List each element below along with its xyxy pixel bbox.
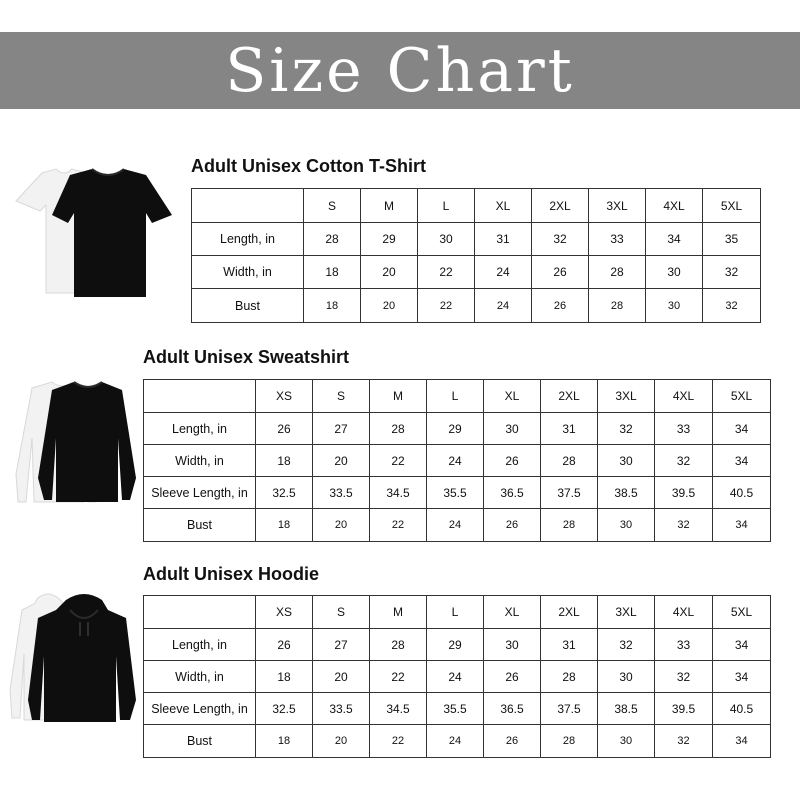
table-cell: 30 [598, 661, 655, 693]
table-cell: 20 [361, 256, 418, 289]
table-cell: 26 [484, 725, 541, 758]
row-label: Width, in [144, 445, 256, 477]
hoodie-icon [8, 590, 140, 725]
table-cell: 26 [532, 256, 589, 289]
table-cell: 40.5 [713, 693, 771, 725]
section-title-hoodie: Adult Unisex Hoodie [143, 564, 320, 584]
table-cell: 24 [427, 725, 484, 758]
table-cell: 37.5 [541, 477, 598, 509]
table-cell: 33 [655, 413, 713, 445]
table-row [144, 445, 771, 477]
table-header-row [192, 189, 761, 223]
table-row [144, 413, 771, 445]
row-label: Width, in [144, 661, 256, 693]
size-header: S [304, 189, 361, 223]
table-cell: 24 [427, 509, 484, 542]
table-cell: 39.5 [655, 477, 713, 509]
size-header: 4XL [655, 596, 713, 629]
table-cell: 29 [361, 223, 418, 256]
table-cell: 28 [541, 509, 598, 542]
table-cell: 22 [370, 725, 427, 758]
size-header: XS [256, 596, 313, 629]
table-row [144, 693, 771, 725]
table-cell: 26 [484, 661, 541, 693]
table-cell: 37.5 [541, 693, 598, 725]
table-cell: 34 [713, 661, 771, 693]
size-header: M [370, 380, 427, 413]
row-label: Length, in [192, 223, 304, 256]
table-cell: 30 [598, 445, 655, 477]
table-cell: 30 [598, 509, 655, 542]
table-cell: 22 [370, 661, 427, 693]
table-cell: 33.5 [313, 477, 370, 509]
table-cell: 24 [427, 661, 484, 693]
table-cell: 32 [598, 413, 655, 445]
table-cell: 33.5 [313, 693, 370, 725]
size-table-hoodie [143, 595, 771, 758]
table-cell: 34.5 [370, 693, 427, 725]
table-header-row [144, 596, 771, 629]
table-cell: 18 [256, 725, 313, 758]
tshirt-icon [12, 165, 174, 300]
table-row [192, 289, 761, 323]
size-header: 4XL [646, 189, 703, 223]
table-cell: 30 [418, 223, 475, 256]
table-row [192, 256, 761, 289]
table-cell: 18 [256, 445, 313, 477]
table-cell: 22 [418, 289, 475, 323]
table-cell: 30 [598, 725, 655, 758]
table-cell: 32 [703, 256, 761, 289]
table-row [144, 477, 771, 509]
table-cell: 34 [713, 413, 771, 445]
table-cell: 30 [646, 289, 703, 323]
table-cell: 24 [475, 289, 532, 323]
table-cell: 31 [541, 629, 598, 661]
table-cell: 29 [427, 413, 484, 445]
row-label: Width, in [192, 256, 304, 289]
table-cell: 32 [655, 509, 713, 542]
size-header: XL [475, 189, 532, 223]
row-label: Bust [192, 289, 304, 323]
table-cell: 20 [313, 661, 370, 693]
table-cell: 26 [484, 445, 541, 477]
table-cell: 34 [713, 725, 771, 758]
sweatshirt-icon [12, 378, 140, 506]
table-cell: 35.5 [427, 477, 484, 509]
table-cell: 32 [655, 445, 713, 477]
table-cell: 33 [655, 629, 713, 661]
table-cell: 34 [713, 445, 771, 477]
table-cell: 26 [484, 509, 541, 542]
page-title: Size Chart [225, 35, 575, 106]
table-cell: 33 [589, 223, 646, 256]
corner-cell [192, 189, 304, 223]
row-label: Sleeve Length, in [144, 693, 256, 725]
size-header: S [313, 380, 370, 413]
size-header: 3XL [589, 189, 646, 223]
table-cell: 36.5 [484, 693, 541, 725]
size-header: L [427, 380, 484, 413]
table-cell: 20 [313, 725, 370, 758]
table-cell: 24 [475, 256, 532, 289]
section-title-tshirt: Adult Unisex Cotton T-Shirt [191, 156, 426, 176]
size-table-tshirt [191, 188, 761, 323]
section-title-sweatshirt: Adult Unisex Sweatshirt [143, 347, 350, 367]
table-cell: 29 [427, 629, 484, 661]
table-cell: 32 [703, 289, 761, 323]
table-cell: 22 [370, 445, 427, 477]
table-cell: 22 [370, 509, 427, 542]
size-header: 3XL [598, 596, 655, 629]
table-cell: 28 [541, 445, 598, 477]
table-row [144, 661, 771, 693]
table-cell: 28 [304, 223, 361, 256]
table-cell: 18 [304, 289, 361, 323]
table-header-row [144, 380, 771, 413]
size-header: 3XL [598, 380, 655, 413]
table-cell: 31 [475, 223, 532, 256]
table-cell: 18 [304, 256, 361, 289]
table-cell: 18 [256, 509, 313, 542]
size-header: 4XL [655, 380, 713, 413]
row-label: Sleeve Length, in [144, 477, 256, 509]
table-cell: 36.5 [484, 477, 541, 509]
table-row [192, 223, 761, 256]
table-cell: 26 [532, 289, 589, 323]
table-cell: 26 [256, 413, 313, 445]
size-header: XL [484, 596, 541, 629]
size-header: XS [256, 380, 313, 413]
table-cell: 27 [313, 629, 370, 661]
table-cell: 31 [541, 413, 598, 445]
table-cell: 38.5 [598, 693, 655, 725]
title-banner [0, 32, 800, 109]
table-row [144, 629, 771, 661]
table-cell: 30 [484, 413, 541, 445]
table-cell: 34 [713, 629, 771, 661]
table-cell: 34 [646, 223, 703, 256]
table-cell: 20 [361, 289, 418, 323]
size-header: M [370, 596, 427, 629]
table-cell: 34 [713, 509, 771, 542]
row-label: Length, in [144, 413, 256, 445]
size-header: M [361, 189, 418, 223]
size-table-sweatshirt [143, 379, 771, 542]
table-cell: 28 [370, 629, 427, 661]
size-header: L [427, 596, 484, 629]
table-cell: 32.5 [256, 693, 313, 725]
corner-cell [144, 596, 256, 629]
table-cell: 18 [256, 661, 313, 693]
size-header: 5XL [703, 189, 761, 223]
table-cell: 40.5 [713, 477, 771, 509]
table-row [144, 509, 771, 542]
row-label: Bust [144, 509, 256, 542]
table-cell: 34.5 [370, 477, 427, 509]
table-cell: 35.5 [427, 693, 484, 725]
table-cell: 32 [655, 725, 713, 758]
table-cell: 32 [532, 223, 589, 256]
size-header: 5XL [713, 380, 771, 413]
size-header: XL [484, 380, 541, 413]
size-header: S [313, 596, 370, 629]
table-cell: 28 [589, 256, 646, 289]
table-cell: 39.5 [655, 693, 713, 725]
table-cell: 28 [541, 661, 598, 693]
table-cell: 32.5 [256, 477, 313, 509]
size-header: 2XL [541, 380, 598, 413]
size-header: 5XL [713, 596, 771, 629]
table-cell: 32 [598, 629, 655, 661]
table-cell: 24 [427, 445, 484, 477]
size-header: 2XL [541, 596, 598, 629]
table-cell: 28 [541, 725, 598, 758]
table-cell: 22 [418, 256, 475, 289]
table-cell: 20 [313, 445, 370, 477]
size-header: L [418, 189, 475, 223]
row-label: Length, in [144, 629, 256, 661]
table-cell: 26 [256, 629, 313, 661]
table-cell: 30 [646, 256, 703, 289]
table-cell: 28 [589, 289, 646, 323]
size-header: 2XL [532, 189, 589, 223]
table-row [144, 725, 771, 758]
table-cell: 30 [484, 629, 541, 661]
table-cell: 35 [703, 223, 761, 256]
row-label: Bust [144, 725, 256, 758]
table-cell: 28 [370, 413, 427, 445]
table-cell: 20 [313, 509, 370, 542]
table-cell: 27 [313, 413, 370, 445]
table-cell: 38.5 [598, 477, 655, 509]
table-cell: 32 [655, 661, 713, 693]
corner-cell [144, 380, 256, 413]
